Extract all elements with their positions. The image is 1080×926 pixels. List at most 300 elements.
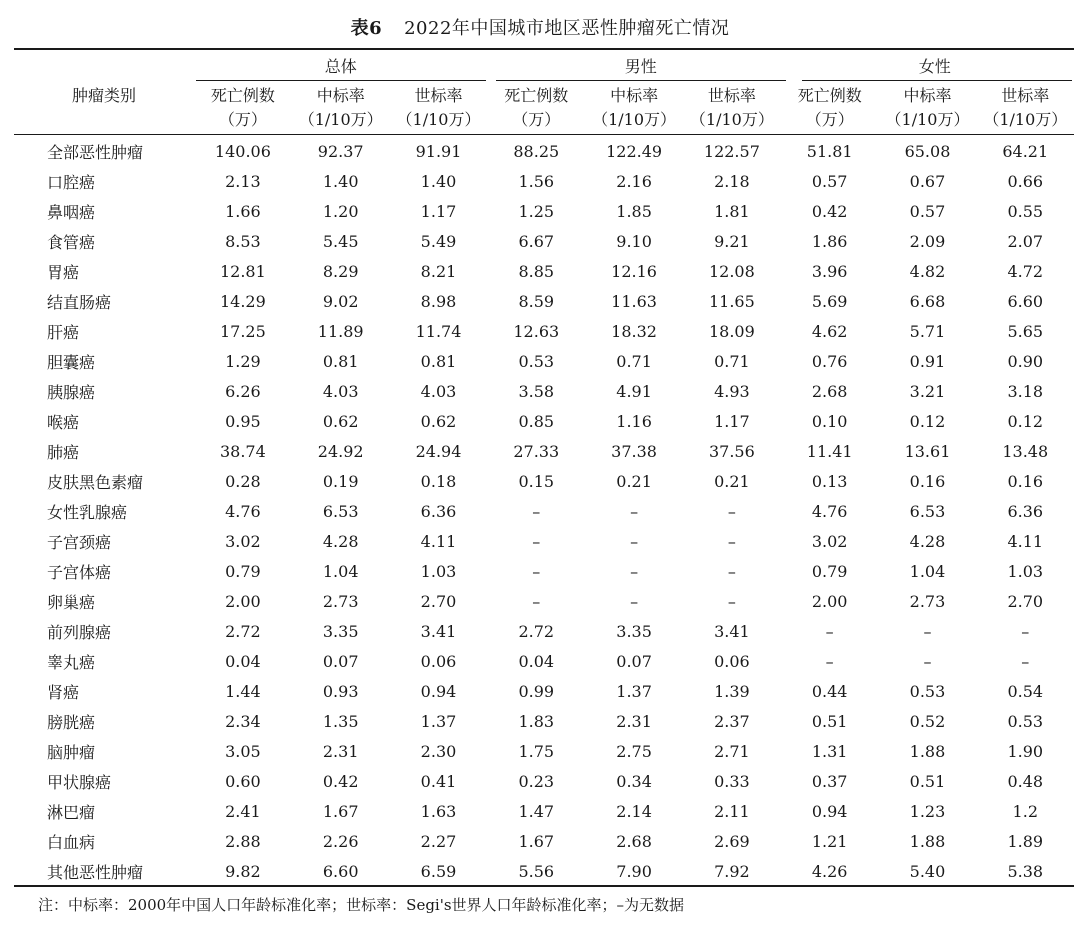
table-cell: – <box>630 531 639 551</box>
table-cell: 4.82 <box>909 261 946 281</box>
table-cell: 92.37 <box>317 141 364 161</box>
table-cell: 37.56 <box>708 441 755 461</box>
row-label: 口腔癌 <box>47 172 96 192</box>
table-cell: 0.18 <box>420 471 457 491</box>
table-cell: 3.02 <box>811 531 848 551</box>
table-row <box>14 256 1074 286</box>
table-cell: 1.85 <box>616 201 652 221</box>
table-row <box>14 706 1074 736</box>
table-cell: 3.02 <box>225 531 261 551</box>
table-cell: – <box>1021 621 1030 641</box>
table-cell: 0.48 <box>1007 771 1044 791</box>
table-cell: 1.17 <box>714 411 750 431</box>
table-cell: 2.69 <box>714 831 750 851</box>
row-label: 淋巴瘤 <box>47 802 96 822</box>
table-row <box>14 856 1074 886</box>
subcolumn-header-line1: 中标率 <box>610 86 659 105</box>
table-cell: 2.16 <box>616 171 652 191</box>
table-cell: 8.98 <box>420 291 457 311</box>
table-cell: – <box>727 591 736 611</box>
table-cell: 12.81 <box>219 261 266 281</box>
table-cell: 24.94 <box>415 441 462 461</box>
subcolumn-header <box>194 84 292 132</box>
row-label: 膀胱癌 <box>47 712 96 732</box>
table-cell: 0.12 <box>909 411 946 431</box>
table-cell: 11.65 <box>708 291 755 311</box>
table-cell: 2.70 <box>420 591 457 611</box>
table-cell: 0.10 <box>811 411 848 431</box>
table-cell: 1.88 <box>909 831 946 851</box>
subcolumn-header-line1: 死亡例数 <box>504 86 569 105</box>
table-cell: 1.35 <box>322 711 359 731</box>
row-label: 鼻咽癌 <box>47 202 96 222</box>
table-cell: 9.21 <box>714 231 750 251</box>
table-cell: 4.11 <box>1007 531 1044 551</box>
table-row <box>14 196 1074 226</box>
table-cell: 8.29 <box>322 261 359 281</box>
table-row <box>14 616 1074 646</box>
table-cell: 0.16 <box>1007 471 1044 491</box>
table-cell: 1.04 <box>909 561 946 581</box>
table-cell: 0.06 <box>714 651 750 671</box>
table-cell: 3.35 <box>322 621 359 641</box>
bottom-rule <box>14 885 1074 887</box>
table-row <box>14 586 1074 616</box>
table-cell: 2.68 <box>616 831 652 851</box>
table-cell: 3.18 <box>1007 381 1044 401</box>
table-cell: 0.41 <box>420 771 457 791</box>
table-cell: 0.54 <box>1007 681 1044 701</box>
subcolumn-header <box>976 84 1074 132</box>
page-title <box>0 14 1080 40</box>
table-cell: 9.10 <box>616 231 652 251</box>
table-cell: 0.07 <box>616 651 652 671</box>
table-cell: 1.66 <box>225 201 261 221</box>
table-row <box>14 466 1074 496</box>
row-label: 脑肿瘤 <box>47 742 96 762</box>
table-cell: 4.03 <box>322 381 359 401</box>
table-row <box>14 376 1074 406</box>
subcolumn-header <box>683 84 781 132</box>
table-cell: 2.75 <box>616 741 652 761</box>
table-row <box>14 646 1074 676</box>
table-body <box>14 136 1074 886</box>
table-cell: 122.57 <box>703 141 760 161</box>
table-cell: 1.44 <box>225 681 261 701</box>
table-cell: 5.56 <box>518 861 555 881</box>
table-cell: 0.85 <box>518 411 555 431</box>
table-cell: 6.53 <box>909 501 946 521</box>
table-cell: 0.28 <box>225 471 261 491</box>
table-cell: 1.04 <box>322 561 359 581</box>
table-row <box>14 526 1074 556</box>
table-cell: 0.60 <box>225 771 261 791</box>
table-cell: 5.38 <box>1007 861 1044 881</box>
table-cell: – <box>630 501 639 521</box>
table-cell: 2.72 <box>225 621 261 641</box>
table-cell: – <box>630 591 639 611</box>
table-number: 表6 <box>350 18 383 39</box>
group-header-female: 女性 <box>918 57 951 76</box>
table-cell: 64.21 <box>1002 141 1049 161</box>
subcolumn-header-line1: 中标率 <box>903 86 952 105</box>
table-cell: 12.08 <box>708 261 755 281</box>
table-cell: 2.09 <box>909 231 946 251</box>
subcolumn-header <box>487 84 585 132</box>
table-cell: 0.81 <box>322 351 359 371</box>
table-cell: 24.92 <box>317 441 364 461</box>
group-header-male: 男性 <box>624 57 657 76</box>
table-cell: 0.21 <box>714 471 750 491</box>
table-cell: 2.00 <box>811 591 848 611</box>
table-cell: 0.37 <box>811 771 848 791</box>
table-cell: 0.04 <box>518 651 555 671</box>
table-cell: 0.53 <box>518 351 555 371</box>
table-cell: 11.63 <box>611 291 657 311</box>
table-cell: – <box>532 561 541 581</box>
table-cell: – <box>727 531 736 551</box>
table-row <box>14 226 1074 256</box>
subcolumn-header-line2: （1/10万） <box>885 110 970 129</box>
table-cell: 2.41 <box>225 801 261 821</box>
table-cell: 6.60 <box>322 861 359 881</box>
table-row <box>14 436 1074 466</box>
table-row <box>14 826 1074 856</box>
table-cell: 4.72 <box>1007 261 1044 281</box>
table-cell: 0.33 <box>714 771 750 791</box>
subcolumn-header-line2: （1/10万） <box>298 110 383 129</box>
row-label: 肺癌 <box>47 442 80 462</box>
table-cell: 5.49 <box>420 231 457 251</box>
table-cell: 0.67 <box>909 171 946 191</box>
table-cell: 1.29 <box>225 351 261 371</box>
subcolumn-header-line2: （1/10万） <box>689 110 774 129</box>
table-cell: 1.2 <box>1012 801 1038 821</box>
row-label: 胃癌 <box>47 262 80 282</box>
table-cell: 0.62 <box>420 411 457 431</box>
row-label: 食管癌 <box>47 232 96 252</box>
table-cell: 2.68 <box>811 381 848 401</box>
table-cell: 0.04 <box>225 651 261 671</box>
table-cell: – <box>923 651 932 671</box>
table-cell: 2.31 <box>322 741 359 761</box>
group-header-total: 总体 <box>324 57 357 76</box>
table-cell: 0.13 <box>811 471 848 491</box>
table-cell: 8.85 <box>518 261 555 281</box>
table-cell: 4.11 <box>420 531 457 551</box>
table-cell: 5.40 <box>909 861 946 881</box>
table-cell: 6.26 <box>225 381 261 401</box>
table-cell: 11.41 <box>806 441 853 461</box>
row-label-header: 肿瘤类别 <box>71 86 136 105</box>
table-cell: 1.90 <box>1007 741 1044 761</box>
subcolumn-header-line2: （万） <box>512 110 561 129</box>
table-cell: 5.65 <box>1007 321 1044 341</box>
table-cell: 1.56 <box>518 171 555 191</box>
subcolumn-header-line1: 世标率 <box>414 86 463 105</box>
table-cell: 4.28 <box>909 531 946 551</box>
table-cell: 6.67 <box>518 231 555 251</box>
table-row <box>14 766 1074 796</box>
subcolumn-header-line2: （1/10万） <box>592 110 677 129</box>
table-cell: 6.68 <box>909 291 946 311</box>
table-cell: 0.44 <box>811 681 848 701</box>
table-cell: 1.17 <box>420 201 457 221</box>
row-label: 卵巢癌 <box>47 592 96 612</box>
table-cell: 88.25 <box>513 141 560 161</box>
table-cell: 1.89 <box>1007 831 1044 851</box>
row-label: 前列腺癌 <box>47 622 112 642</box>
table-cell: 2.14 <box>616 801 652 821</box>
table-cell: 1.67 <box>518 831 555 851</box>
table-cell: 0.42 <box>322 771 359 791</box>
table-cell: 91.91 <box>415 141 462 161</box>
table-cell: 1.67 <box>322 801 359 821</box>
table-cell: 2.13 <box>225 171 261 191</box>
table-cell: 0.53 <box>909 681 946 701</box>
table-cell: 0.71 <box>714 351 750 371</box>
table-cell: 5.71 <box>909 321 946 341</box>
table-row <box>14 286 1074 316</box>
table-cell: 5.45 <box>322 231 359 251</box>
table-cell: 0.16 <box>909 471 946 491</box>
table-cell: 1.86 <box>811 231 848 251</box>
table-cell: – <box>532 531 541 551</box>
table-cell: 18.09 <box>708 321 755 341</box>
row-label: 结直肠癌 <box>47 292 112 312</box>
row-label: 肾癌 <box>47 682 80 702</box>
table-cell: 6.59 <box>420 861 457 881</box>
subcolumn-header <box>292 84 390 132</box>
table-cell: 3.58 <box>518 381 555 401</box>
table-cell: 12.16 <box>611 261 657 281</box>
table-cell: 0.55 <box>1007 201 1044 221</box>
table-cell: 2.71 <box>714 741 750 761</box>
subcolumn-header-line2: （1/10万） <box>396 110 481 129</box>
table-row <box>14 166 1074 196</box>
table-row <box>14 136 1074 166</box>
table-cell: 2.11 <box>714 801 750 821</box>
table-cell: 2.26 <box>322 831 359 851</box>
row-label: 其他恶性肿瘤 <box>47 862 144 882</box>
row-label: 胆囊癌 <box>47 352 96 372</box>
table-cell: 27.33 <box>513 441 560 461</box>
table-cell: 1.20 <box>322 201 359 221</box>
subcolumn-header-line1: 死亡例数 <box>210 86 275 105</box>
table-cell: 1.40 <box>322 171 359 191</box>
table-cell: 1.21 <box>811 831 848 851</box>
subcolumn-header-line1: 死亡例数 <box>797 86 862 105</box>
subcolumn-header-line1: 中标率 <box>316 86 365 105</box>
table-cell: 8.21 <box>420 261 457 281</box>
row-label: 肝癌 <box>47 322 80 342</box>
table-cell: 4.93 <box>714 381 750 401</box>
table-cell: 6.36 <box>420 501 457 521</box>
table-cell: 0.57 <box>909 201 946 221</box>
table-cell: 2.73 <box>909 591 946 611</box>
table-cell: 1.81 <box>714 201 750 221</box>
table-cell: 4.62 <box>811 321 848 341</box>
table-cell: 2.07 <box>1007 231 1044 251</box>
table-cell: 0.93 <box>322 681 359 701</box>
table-cell: – <box>532 591 541 611</box>
table-cell: 1.63 <box>420 801 457 821</box>
subcolumn-header-line2: （1/10万） <box>983 110 1068 129</box>
row-label: 睾丸癌 <box>47 652 96 672</box>
table-cell: 2.73 <box>322 591 359 611</box>
table-cell: 0.94 <box>420 681 457 701</box>
table-cell: 0.94 <box>811 801 848 821</box>
table-cell: 0.57 <box>811 171 848 191</box>
row-label: 子宫颈癌 <box>47 532 112 552</box>
table-cell: 0.19 <box>322 471 359 491</box>
table-cell: 0.52 <box>909 711 946 731</box>
table-cell: 1.39 <box>714 681 750 701</box>
subcolumn-header-line2: （万） <box>805 110 854 129</box>
table-cell: – <box>532 501 541 521</box>
table-cell: 2.72 <box>518 621 555 641</box>
table-cell: 140.06 <box>214 141 271 161</box>
table-cell: – <box>727 561 736 581</box>
table-cell: 0.07 <box>322 651 359 671</box>
subcolumn-header <box>781 84 879 132</box>
table-cell: 65.08 <box>904 141 951 161</box>
table-cell: 0.71 <box>616 351 652 371</box>
table-cell: 6.36 <box>1007 501 1044 521</box>
table-cell: 3.96 <box>811 261 848 281</box>
table-cell: 6.53 <box>322 501 359 521</box>
table-cell: 2.37 <box>714 711 750 731</box>
subcolumn-header-line1: 世标率 <box>707 86 756 105</box>
row-label: 皮肤黑色素瘤 <box>47 472 144 492</box>
subcolumn-header-line1: 世标率 <box>1001 86 1050 105</box>
table-cell: 1.23 <box>909 801 946 821</box>
table-cell: 3.41 <box>714 621 750 641</box>
table-cell: 2.70 <box>1007 591 1044 611</box>
table-cell: 1.03 <box>1007 561 1044 581</box>
header-rule <box>14 134 1074 135</box>
table-row <box>14 736 1074 766</box>
group-rule-female <box>802 80 1072 81</box>
table-cell: 1.03 <box>420 561 457 581</box>
row-label: 喉癌 <box>47 412 80 432</box>
table-cell: 38.74 <box>219 441 266 461</box>
table-cell: 0.42 <box>811 201 848 221</box>
table-cell: 0.62 <box>322 411 359 431</box>
table-cell: 0.76 <box>811 351 848 371</box>
row-label: 白血病 <box>47 832 96 852</box>
table-cell: 2.27 <box>420 831 457 851</box>
table-cell: 2.31 <box>616 711 652 731</box>
table-cell: 0.34 <box>616 771 652 791</box>
table-cell: 4.76 <box>811 501 848 521</box>
table-cell: 0.51 <box>811 711 848 731</box>
subcolumn-header <box>390 84 488 132</box>
table-cell: 0.51 <box>909 771 946 791</box>
table-cell: 0.81 <box>420 351 457 371</box>
top-rule <box>14 48 1074 50</box>
table-cell: 1.31 <box>811 741 848 761</box>
table-cell: 0.15 <box>518 471 555 491</box>
table-row <box>14 346 1074 376</box>
table-cell: 3.05 <box>225 741 261 761</box>
subcolumn-header-line2: （万） <box>218 110 267 129</box>
table-cell: – <box>1021 651 1030 671</box>
table-cell: 0.06 <box>420 651 457 671</box>
table-cell: 12.63 <box>513 321 560 341</box>
table-cell: 4.03 <box>420 381 457 401</box>
table-cell: 1.16 <box>616 411 652 431</box>
table-cell: 0.95 <box>225 411 261 431</box>
table-cell: 18.32 <box>611 321 657 341</box>
table-cell: 7.90 <box>616 861 652 881</box>
table-cell: 1.47 <box>518 801 555 821</box>
subcolumn-header <box>585 84 683 132</box>
table-cell: 4.91 <box>616 381 652 401</box>
table-cell: 0.21 <box>616 471 652 491</box>
table-cell: 4.28 <box>322 531 359 551</box>
table-cell: 1.37 <box>420 711 457 731</box>
row-label: 全部恶性肿瘤 <box>47 142 144 162</box>
table-row <box>14 796 1074 826</box>
table-cell: 1.37 <box>616 681 652 701</box>
table-cell: 11.74 <box>415 321 462 341</box>
table-cell: 6.60 <box>1007 291 1044 311</box>
table-cell: 17.25 <box>219 321 266 341</box>
subcolumn-header <box>879 84 977 132</box>
group-rule-total <box>196 80 486 81</box>
table-cell: 0.99 <box>518 681 555 701</box>
table-cell: 13.48 <box>1002 441 1049 461</box>
table-cell: 1.88 <box>909 741 946 761</box>
row-label: 胰腺癌 <box>47 382 96 402</box>
table-cell: 11.89 <box>317 321 364 341</box>
table-cell: 2.00 <box>225 591 261 611</box>
table-cell: 2.34 <box>225 711 261 731</box>
table-cell: 37.38 <box>611 441 657 461</box>
table-cell: – <box>727 501 736 521</box>
table-cell: 122.49 <box>606 141 663 161</box>
table-title: 2022年中国城市地区恶性肿瘤死亡情况 <box>404 18 730 39</box>
table-cell: 51.81 <box>806 141 853 161</box>
table-cell: 0.66 <box>1007 171 1044 191</box>
table-cell: 2.30 <box>420 741 457 761</box>
table-cell: 3.21 <box>909 381 946 401</box>
table-cell: – <box>630 561 639 581</box>
table-cell: – <box>923 621 932 641</box>
table-cell: 0.79 <box>811 561 848 581</box>
table-cell: 0.79 <box>225 561 261 581</box>
table-row <box>14 406 1074 436</box>
table-cell: 8.59 <box>518 291 555 311</box>
row-label: 甲状腺癌 <box>47 772 112 792</box>
table-cell: 3.41 <box>420 621 457 641</box>
table-cell: 13.61 <box>904 441 951 461</box>
group-rule-male <box>496 80 786 81</box>
table-cell: 8.53 <box>225 231 261 251</box>
table-cell: 3.35 <box>616 621 652 641</box>
table-row <box>14 316 1074 346</box>
table-footnote: 注：中标率：2000年中国人口年龄标准化率；世标率：Segi's世界人口年龄标准化率；–为无数据 <box>38 896 685 914</box>
table-cell: 5.69 <box>811 291 848 311</box>
table-row <box>14 496 1074 526</box>
table-cell: 0.12 <box>1007 411 1044 431</box>
table-cell: 7.92 <box>714 861 750 881</box>
table-cell: 1.40 <box>420 171 457 191</box>
table-cell: – <box>825 621 834 641</box>
table-cell: 2.88 <box>225 831 261 851</box>
table-cell: 4.76 <box>225 501 261 521</box>
